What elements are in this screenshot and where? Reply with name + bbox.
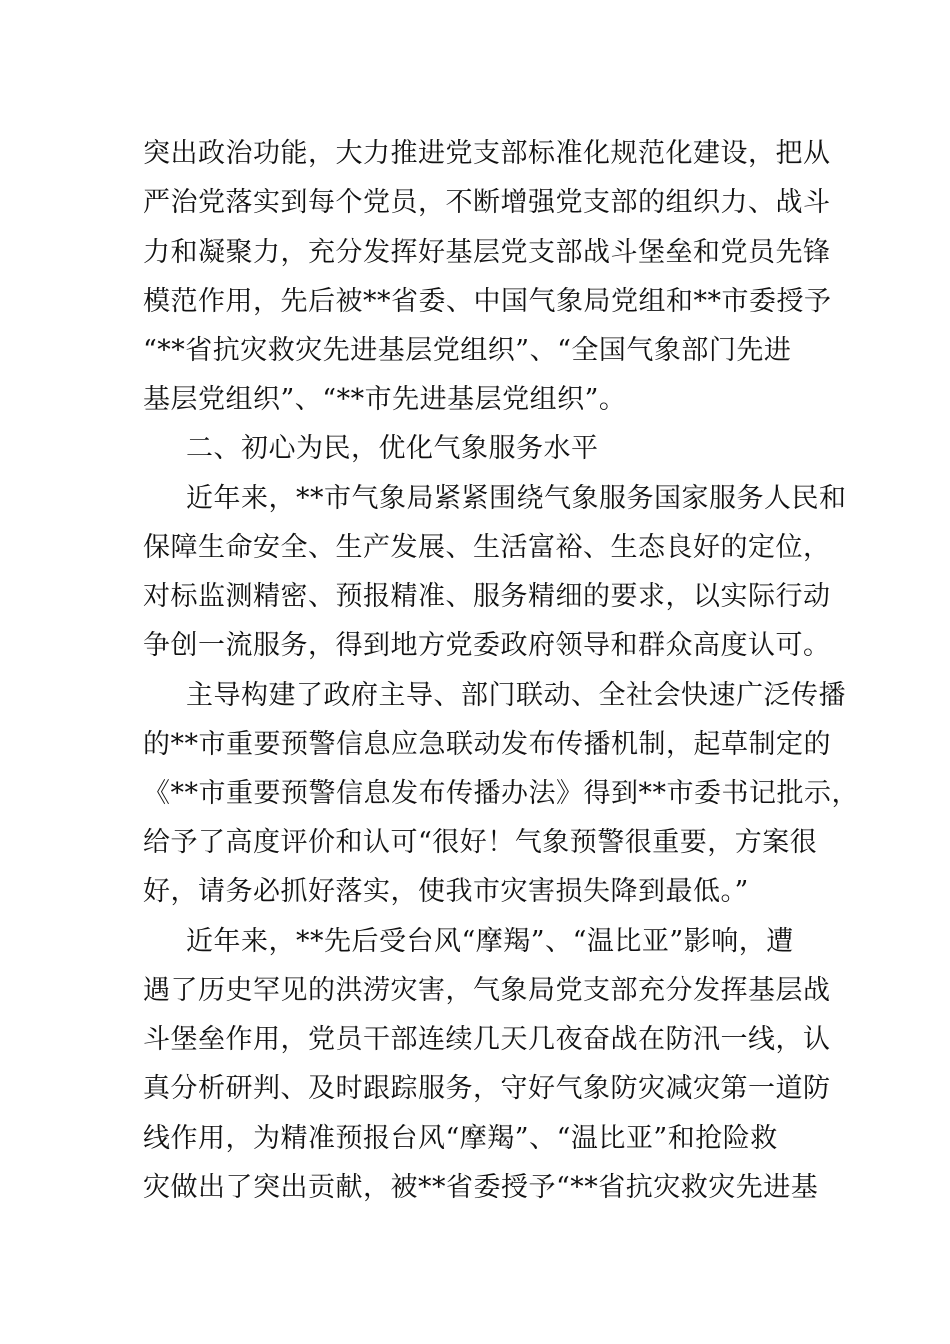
- text-line: 给予了高度评价和认可“很好！气象预警很重要，方案很: [143, 827, 818, 858]
- section-heading: 二、初心为民，优化气象服务水平: [186, 433, 599, 464]
- text-line: 基层党组织”、“**市先进基层党组织”。: [143, 384, 627, 415]
- text-line: 力和凝聚力，充分发挥好基层党支部战斗堡垒和党员先锋: [143, 237, 831, 268]
- text-line: 灾做出了突出贡献，被**省委授予“**省抗灾救灾先进基: [143, 1172, 819, 1203]
- text-line: 线作用，为精准预报台风“摩羯”、“温比亚”和抢险救: [143, 1123, 778, 1154]
- text-line: 真分析研判、及时跟踪服务，守好气象防灾减灾第一道防: [143, 1073, 831, 1104]
- text-line: 《**市重要预警信息发布传播办法》得到**市委书记批示，: [143, 778, 859, 809]
- text-line: 的**市重要预警信息应急联动发布传播机制，起草制定的: [143, 729, 831, 760]
- text-line: 突出政治功能，大力推进党支部标准化规范化建设，把从: [143, 138, 831, 169]
- text-line: “**省抗灾救灾先进基层党组织”、“全国气象部门先进: [143, 335, 792, 366]
- text-line: 模范作用，先后被**省委、中国气象局党组和**市委授予: [143, 286, 832, 317]
- text-line: 斗堡垒作用，党员干部连续几天几夜奋战在防汛一线，认: [143, 1024, 831, 1055]
- text-line: 好，请务必抓好落实，使我市灾害损失降到最低。”: [143, 876, 749, 907]
- text-line: 争创一流服务，得到地方党委政府领导和群众高度认可。: [143, 630, 831, 661]
- text-line: 近年来，**市气象局紧紧围绕气象服务国家服务人民和: [186, 483, 847, 514]
- text-line: 对标监测精密、预报精准、服务精细的要求，以实际行动: [143, 581, 831, 612]
- text-line: 主导构建了政府主导、部门联动、全社会快速广泛传播: [186, 680, 846, 711]
- text-line: 近年来，**先后受台风“摩羯”、“温比亚”影响，遭: [186, 926, 794, 957]
- text-line: 保障生命安全、生产发展、生活富裕、生态良好的定位，: [143, 532, 831, 563]
- text-line: 严治党落实到每个党员，不断增强党支部的组织力、战斗: [143, 187, 831, 218]
- text-line: 遇了历史罕见的洪涝灾害，气象局党支部充分发挥基层战: [143, 975, 831, 1006]
